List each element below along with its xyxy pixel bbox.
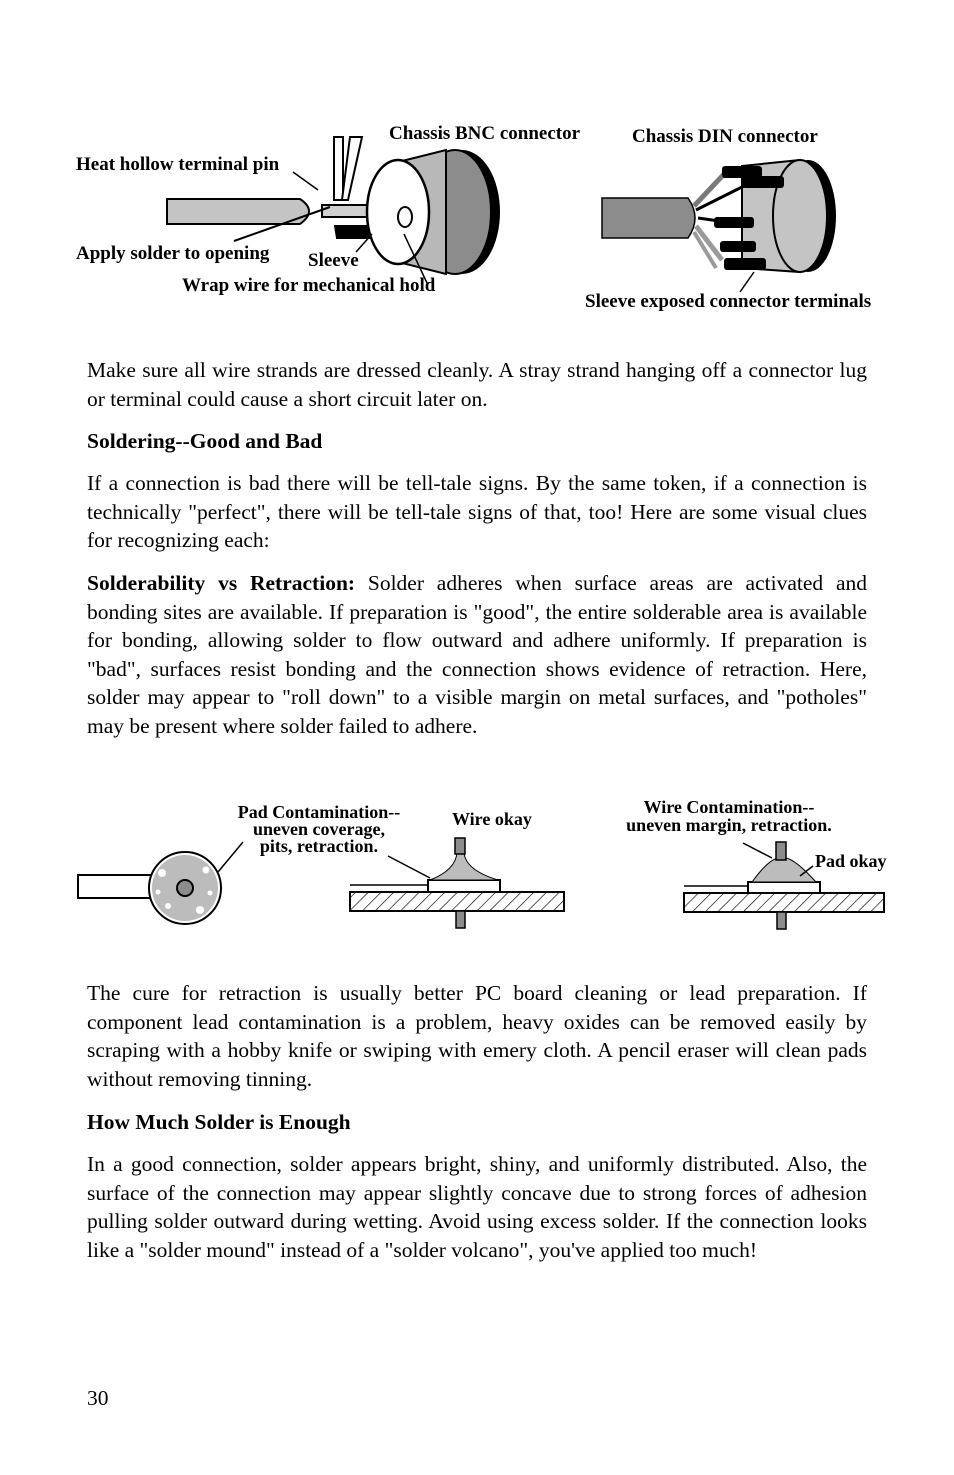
paragraph-body: Solder adheres when surface areas are activated and bonding sites are available. If preparation is "good", the entire solderable area is available for bonding, allowing solder to flow outward and adhere uniformly. If preparation is "bad", surfaces resist bonding and the connection shows evidence of retraction. Here, solder may appear to "roll down" to a visible margin on metal surfaces, and "potholes" may be present where solder failed to adhere.	[87, 571, 867, 738]
label-din-connector: Chassis DIN connector	[632, 126, 818, 147]
label-pad-contam-line1: Pad Contamination--	[237, 802, 401, 822]
heading-how-much-solder: How Much Solder is Enough	[87, 1110, 351, 1134]
paragraph-tell-tale: If a connection is bad there will be tell-tale signs. By the same token, if a connection is technically "perfect", there will be tell-tale signs of that, too! Here are some visual clues for recognizing each:	[87, 471, 867, 552]
label-sleeve-terminals: Sleeve exposed connector terminals	[585, 291, 872, 312]
label-wire-contam-line2: uneven margin, retraction.	[626, 815, 832, 835]
label-wrap-wire: Wrap wire for mechanical hold	[182, 275, 436, 296]
page-number: 30	[87, 1386, 109, 1410]
pad-contamination-drawing	[78, 842, 243, 924]
label-pad-contam-line3: pits, retraction.	[259, 836, 379, 856]
label-heat-pin: Heat hollow terminal pin	[76, 154, 280, 175]
paragraph-lead: Solderability vs Retraction:	[87, 571, 356, 595]
heading-soldering-good-bad: Soldering--Good and Bad	[87, 429, 323, 453]
label-wire-contam-line1: Wire Contamination--	[643, 797, 815, 817]
label-bnc-connector: Chassis BNC connector	[389, 123, 581, 144]
label-sleeve: Sleeve	[308, 250, 359, 271]
paragraph-stray-strands: Make sure all wire strands are dressed cleanly. A stray strand hanging off a connector lug or terminal could cause a short circuit later on.	[87, 358, 867, 411]
paragraph-solderability	[87, 569, 867, 740]
paragraph-cure-retraction: The cure for retraction is usually better PC board cleaning or lead preparation. If component lead contamination is a problem, heavy oxides can be removed easily by scraping with a hobby knife or swiping with emery cloth. A pencil eraser will clean pads without removing tinning.	[87, 981, 867, 1091]
label-wire-okay: Wire okay	[452, 809, 532, 829]
label-pad-okay: Pad okay	[815, 851, 887, 871]
label-wire-contamination	[612, 798, 846, 834]
label-pad-contamination	[229, 804, 409, 855]
label-pad-contam-line2: uneven coverage,	[253, 819, 385, 839]
paragraph-good-connection: In a good connection, solder appears bright, shiny, and uniformly distributed. Also, the surface of the connection may appear slightly concave due to strong forces of adhesion pulling solder outward during wetting. Avoid using excess solder. If the connection looks like a "solder mound" instead of a "solder volcano", you've applied too much!	[87, 1152, 867, 1262]
din-connector-drawing	[602, 160, 836, 292]
label-apply-solder: Apply solder to opening	[76, 243, 270, 264]
